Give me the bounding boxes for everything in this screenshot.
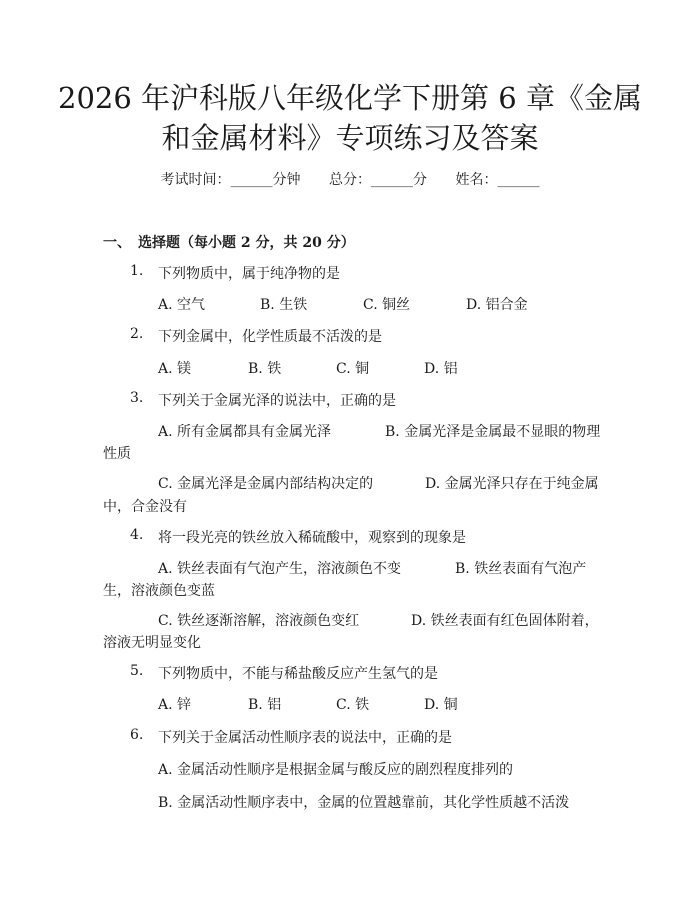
option: B. 金属活动性顺序表中，金属的位置越靠前，其化学性质越不活泼 [158, 795, 570, 811]
section-number: 一、 [103, 235, 131, 251]
option: A. 镁 [158, 361, 192, 377]
option: B. 生铁 [260, 297, 308, 313]
question-number: 4. [130, 527, 144, 543]
option: B. 铝 [248, 697, 282, 713]
question-number: 5. [130, 663, 144, 679]
option: C. 铁丝逐渐溶解，溶液颜色变红 [158, 613, 360, 629]
question-number: 3. [130, 390, 144, 406]
question-stem: 下列金属中，化学性质最不活泼的是 [158, 329, 382, 345]
option: C. 铁 [336, 697, 370, 713]
option: A. 所有金属都具有金属光泽 [158, 424, 332, 440]
option: D. 铁丝表面有红色固体附着， [411, 613, 599, 629]
option: A. 锌 [158, 697, 192, 713]
option: D. 铝 [424, 361, 458, 377]
question-stem: 下列物质中，属于纯净物的是 [158, 266, 340, 282]
exam-meta [0, 169, 700, 189]
option-continuation: 性质 [103, 446, 131, 462]
question-stem: 下列物质中，不能与稀盐酸反应产生氢气的是 [158, 666, 438, 682]
option: C. 铜 [336, 361, 370, 377]
option: B. 铁 [248, 361, 282, 377]
question-number: 1. [130, 263, 144, 279]
question-stem: 下列关于金属活动性顺序表的说法中，正确的是 [158, 730, 452, 746]
option: A. 铁丝表面有气泡产生，溶液颜色不变 [158, 561, 402, 577]
option-continuation: 中，合金没有 [103, 499, 187, 515]
question-number: 2. [130, 326, 144, 342]
option: D. 铝合金 [466, 297, 528, 313]
question-stem: 将一段光亮的铁丝放入稀硫酸中，观察到的现象是 [158, 530, 466, 546]
exam-score: 总分：______分 [329, 172, 427, 188]
option: D. 铜 [424, 697, 458, 713]
option: C. 铜丝 [363, 297, 411, 313]
option: D. 金属光泽只存在于纯金属 [425, 476, 599, 492]
option: B. 金属光泽是金属最不显眼的物理 [385, 424, 601, 440]
option: C. 金属光泽是金属内部结构决定的 [158, 476, 374, 492]
option-continuation: 溶液无明显变化 [103, 635, 201, 651]
document-title-line-1: 2026 年沪科版八年级化学下册第 6 章《金属 [58, 81, 642, 115]
option: A. 金属活动性顺序是根据金属与酸反应的剧烈程度排列的 [158, 762, 514, 778]
exam-time: 考试时间：______分钟 [160, 172, 301, 188]
question-number: 6. [130, 727, 144, 743]
section-title: 选择题（每小题 2 分，共 20 分） [138, 235, 355, 251]
question-stem: 下列关于金属光泽的说法中，正确的是 [158, 393, 396, 409]
option: B. 铁丝表面有气泡产 [455, 561, 587, 577]
option: A. 空气 [158, 297, 206, 313]
student-name: 姓名：______ [455, 172, 540, 188]
option-continuation: 生，溶液颜色变蓝 [103, 583, 215, 599]
document-title-line-2: 和金属材料》专项练习及答案 [161, 121, 539, 155]
